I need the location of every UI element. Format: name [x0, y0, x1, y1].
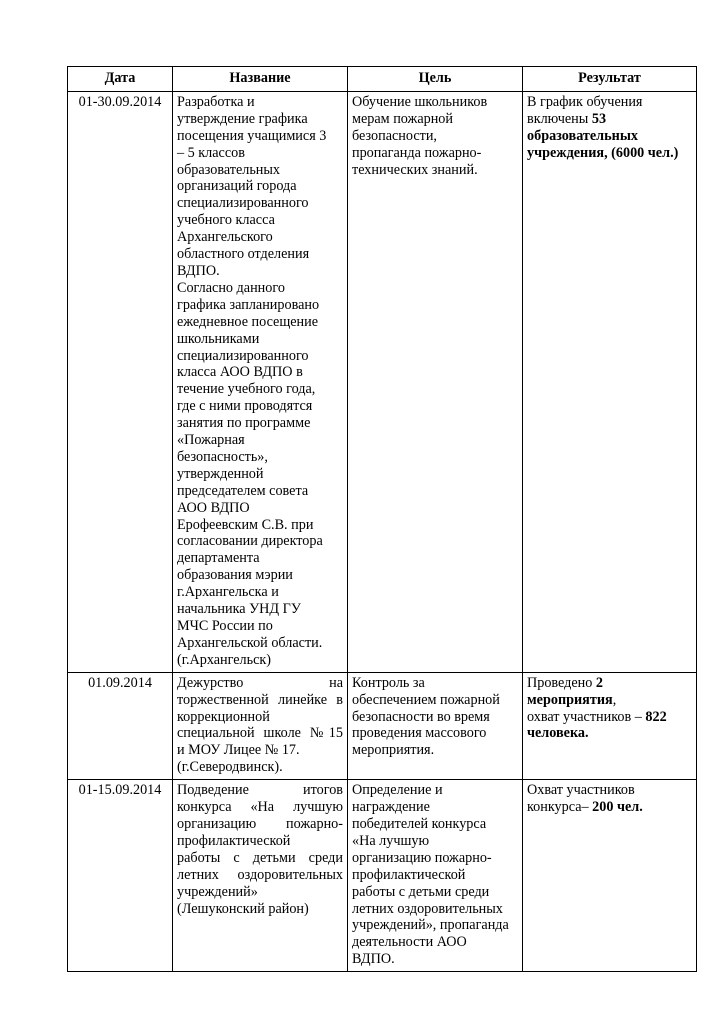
text-line: Обучение школьников — [352, 93, 488, 110]
text-line: торжественной линейке в — [177, 691, 343, 708]
text-line: летних оздоровительных — [177, 866, 343, 883]
text-line: начальника УНД ГУ — [177, 601, 301, 618]
bold-value: учреждения, (6000 чел.) — [527, 144, 679, 161]
row-name — [173, 91, 348, 672]
text-line: АОО ВДПО — [177, 499, 250, 516]
text-line: департамента — [177, 550, 260, 567]
table-row — [68, 672, 697, 779]
bold-value: 200 чел. — [592, 799, 643, 816]
text-line: проведения массового — [352, 725, 487, 742]
row-date: 01-15.09.2014 — [68, 780, 173, 972]
table-header-row — [68, 67, 697, 92]
text-line: г.Архангельска и — [177, 584, 279, 601]
row-goal — [348, 91, 523, 672]
text-line: Определение и — [352, 782, 443, 799]
text-line: и МОУ Лицее № 17. — [177, 742, 300, 759]
text-line — [527, 725, 692, 742]
row-result — [523, 672, 697, 779]
text-line: Архангельского — [177, 229, 273, 246]
text-line: класса АОО ВДПО в — [177, 364, 303, 381]
row-goal — [348, 672, 523, 779]
activity-table — [67, 66, 697, 972]
text-line: графика запланировано — [177, 296, 320, 313]
header-result: Результат — [523, 67, 697, 92]
text-line: специализированного — [177, 347, 309, 364]
text-line — [527, 799, 692, 816]
bold-value: человека. — [527, 725, 589, 742]
row-result — [523, 91, 697, 672]
text-line: занятия по программе — [177, 415, 311, 432]
text-line: организаций города — [177, 178, 297, 195]
text-line: МЧС России по — [177, 618, 273, 634]
text-line: течение учебного года, — [177, 381, 316, 398]
text-line: специальной школе №15 — [177, 725, 343, 742]
text-line: летних оздоровительных — [352, 900, 503, 917]
text-line: работы с детьми среди — [352, 883, 490, 900]
text-run: охват участников – — [527, 708, 646, 725]
text-line: председателем совета — [177, 482, 309, 499]
bold-value: 53 — [591, 110, 607, 127]
header-name: Название — [173, 67, 348, 92]
text-line: Контроль за — [352, 674, 425, 691]
text-line: учреждений», пропаганда — [352, 917, 509, 934]
row-result — [523, 780, 697, 972]
text-line: согласовании директора — [177, 533, 323, 550]
text-line: организацию пожарно- — [352, 849, 492, 866]
text-line: В график обучения — [527, 93, 643, 110]
text-line: специализированного — [177, 195, 309, 212]
text-line: «На лучшую — [352, 832, 430, 849]
table-row — [68, 91, 697, 672]
text-line: Ерофеевским С.В. при — [177, 516, 314, 533]
text-line: Архангельской области. — [177, 634, 323, 651]
text-line: Разработка и — [177, 93, 255, 110]
text-line: Согласно данного — [177, 279, 285, 296]
text-run: конкурса– — [527, 799, 593, 816]
text-line: «Пожарная — [177, 432, 245, 449]
text-line: (г.Архангельск) — [177, 651, 272, 668]
text-line — [527, 128, 692, 145]
header-goal: Цель — [348, 67, 523, 92]
bold-value: образовательных — [527, 127, 638, 144]
text-line: безопасности во время — [352, 708, 490, 725]
header-date: Дата — [68, 67, 173, 92]
row-date: 01.09.2014 — [68, 672, 173, 779]
bold-value: 2 — [595, 674, 604, 691]
row-name — [173, 672, 348, 779]
text-line: (г.Северодвинск). — [177, 759, 283, 776]
text-line: конкурса «На лучшую — [177, 799, 343, 816]
text-line: ВДПО. — [177, 262, 220, 279]
text-line: мероприятия. — [352, 742, 435, 759]
text-line: Дежурство на — [177, 674, 343, 691]
text-line: профилактической — [177, 832, 291, 849]
text-line — [527, 692, 692, 709]
text-line: образовательных — [177, 161, 281, 178]
text-line — [527, 145, 692, 162]
text-line: профилактической — [352, 866, 466, 883]
text-line: Подведение итогов — [177, 782, 343, 799]
text-line — [527, 111, 692, 128]
text-line: организацию пожарно- — [177, 815, 343, 832]
text-line: ВДПО. — [352, 951, 395, 968]
text-run: , — [612, 691, 617, 708]
text-line: – 5 классов — [177, 144, 245, 161]
text-line — [527, 675, 692, 692]
text-line: обеспечением пожарной — [352, 691, 500, 708]
text-line: областного отделения — [177, 246, 310, 263]
row-goal — [348, 780, 523, 972]
text-line: мерам пожарной — [352, 110, 453, 127]
text-line: деятельности АОО — [352, 934, 467, 951]
text-line: Охват участников — [527, 782, 635, 799]
text-line: школьниками — [177, 330, 260, 347]
text-line — [527, 709, 692, 726]
table-row — [68, 780, 697, 972]
text-line: где с ними проводятся — [177, 398, 313, 415]
text-line: пропаганда пожарно- — [352, 144, 482, 161]
row-date: 01-30.09.2014 — [68, 91, 173, 672]
text-line: учебного класса — [177, 212, 275, 229]
text-line: утвержденной — [177, 465, 264, 482]
text-run: Проведено — [527, 674, 596, 691]
bold-value: 822 — [645, 708, 667, 725]
text-line: образования мэрии — [177, 567, 293, 584]
bold-value: мероприятия — [527, 691, 613, 708]
text-run: включены — [527, 110, 592, 127]
text-line: безопасности, — [352, 127, 437, 144]
row-name — [173, 780, 348, 972]
text-line: безопасность», — [177, 448, 268, 465]
text-line: награждение — [352, 799, 430, 816]
text-line: ежедневное посещение — [177, 313, 319, 330]
text-line: учреждений» — [177, 883, 258, 900]
text-line: технических знаний. — [352, 161, 478, 178]
text-line: победителей конкурса — [352, 815, 487, 832]
text-line: коррекционной — [177, 708, 270, 725]
text-line: работы с детьми среди — [177, 849, 343, 866]
text-line: посещения учащимися 3 — [177, 127, 327, 144]
text-line: (Лешуконский район) — [177, 900, 309, 917]
text-line: утверждение графика — [177, 110, 308, 127]
